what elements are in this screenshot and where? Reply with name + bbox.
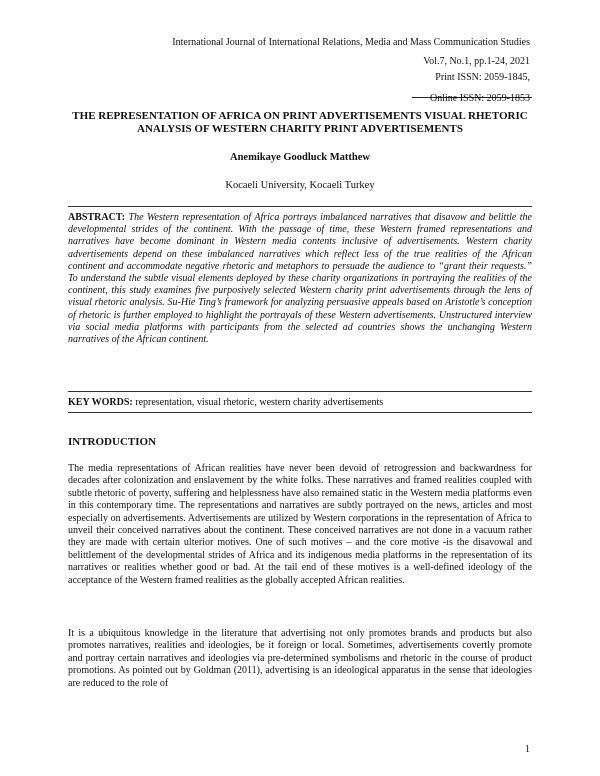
keywords-line	[68, 397, 532, 408]
keywords-text: representation, visual rhetoric, western charity advertisements	[135, 397, 384, 408]
volume-info: Vol.7, No.1, pp.1-24, 2021	[423, 56, 530, 67]
abstract-label: ABSTRACT:	[68, 212, 126, 223]
abstract-block	[68, 212, 532, 346]
affiliation: Kocaeli University, Kocaeli Turkey	[225, 180, 375, 191]
journal-name: International Journal of International Relations, Media and Mass Communication Studies	[172, 37, 530, 48]
keywords-rule	[68, 412, 532, 413]
intro-paragraph-1: The media representations of African realities have never been devoid of retrogression and backwardness for decades after colonization and enslavement by the white folks. These narratives and framed realities coupled with subtle rhetoric of poverty, suffering and helplessness have also remained static in the Western media platforms even in this contemporary time. The representations and narratives are subtly portrayed on the news, articles and most especially on advertisements. Advertisements are utilized by Western corporations in the representation of Africa to unveil their conceived narratives about the continent. These conceived narratives are not done in a vacuum rather they are made with certain ulterior motives. One of such motives – and the core motive -is the disavowal and belittlement of the developmental strides of Africa and its indigenous media platforms in the representation of its narratives or realities whether good or bad. At the tail end of these motives is a well-defined ideology of the acceptance of the Western framed realities as the globally accepted African realities.	[68, 463, 532, 586]
page-number: 1	[525, 744, 530, 755]
abstract-top-rule	[68, 206, 532, 207]
keywords-label: KEY WORDS:	[68, 397, 133, 408]
section-heading-introduction: INTRODUCTION	[68, 436, 157, 448]
paper-title: THE REPRESENTATION OF AFRICA ON PRINT ADVERTISEMENTS VISUAL RHETORIC ANALYSIS OF WESTERN CHARITY PRINT ADVERTISEMENTS	[72, 110, 528, 135]
online-issn: Online ISSN: 2059-1853	[430, 93, 530, 104]
abstract-text: The Western representation of Africa portrays imbalanced narratives that disavow and belittle the developmental strides of the continent. With the passage of time, these Western framed representations and narratives have become dominant in Western media contents inclusive of advertisements. Western charity advertisements depend on these imbalanced narratives which reflect less of the true realities of the African continent and accommodate negative rhetoric and metaphors to persuade the audience to “grant their requests.” To understand the subtle visual elements deployed by these charity organizations in portraying the realities of the continent, this study examines five purposively selected Western charity print advertisements through the lens of visual rhetoric analysis. Su-Hie Ting’s framework for analyzing persuasive appeals based on Aristotle’s conception of rhetoric is further employed to highlight the portrayals of these Western advertisements. Unstructured interview via social media platforms with participants from the selected ad countries shows the unchanging Western narratives of the African continent.	[68, 212, 532, 346]
print-issn: Print ISSN: 2059-1845,	[435, 72, 530, 83]
intro-paragraph-2: It is a ubiquitous knowledge in the literature that advertising not only promotes brands and products but also promotes narratives, realities and ideologies, be it foreign or local. Sometimes, advertisements covertly promote and portray certain narratives and ideologies via pre-determined symbolisms and rhetoric in the course of product promotions. As pointed out by Goldman (2011), advertising is an ideological apparatus in the sense that ideologies are reduced to the role of	[68, 628, 532, 689]
abstract-bottom-rule	[68, 391, 532, 392]
author-name: Anemikaye Goodluck Matthew	[230, 152, 370, 163]
